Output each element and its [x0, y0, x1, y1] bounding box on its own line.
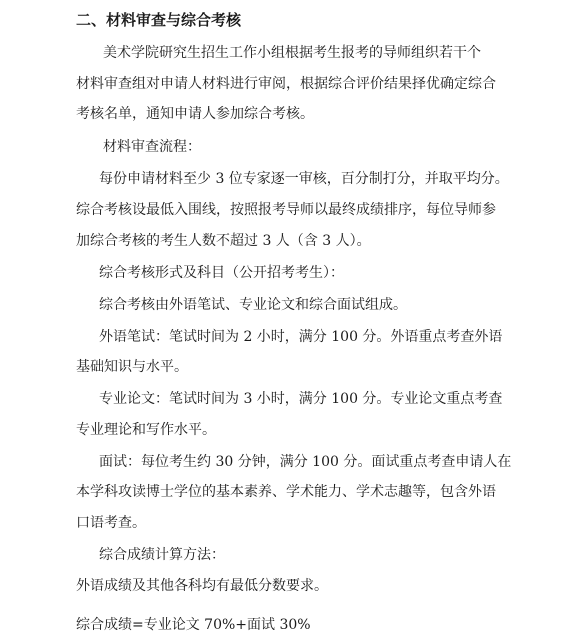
paragraph-line: 综合考核由外语笔试、专业论文和综合面试组成。 [99, 297, 407, 313]
paragraph-line: 每份申请材料至少 3 位专家逐一审核，百分制打分，并取平均分。 [99, 171, 509, 187]
paragraph-line: 材料审查组对申请人材料进行审阅，根据综合评价结果择优确定综合 [76, 76, 496, 92]
paragraph-line: 综合考核形式及科目（公开招考考生）： [99, 265, 344, 281]
paragraph-line: 外语成绩及其他各科均有最低分数要求。 [76, 578, 328, 594]
paragraph-line: 综合成绩计算方法： [99, 547, 225, 563]
paragraph-line: 口语考查。 [76, 515, 146, 531]
paragraph-line: 面试：每位考生约 30 分钟，满分 100 分。面试重点考查申请人在 [99, 454, 512, 470]
paragraph-line: 基础知识与水平。 [76, 359, 188, 375]
section-heading: 二、材料审查与综合考核 [76, 11, 242, 29]
paragraph-line: 综合成绩=专业论文 70%+面试 30% [76, 617, 311, 633]
paragraph-line: 考核名单，通知申请人参加综合考核。 [76, 106, 314, 122]
paragraph-line: 专业理论和写作水平。 [76, 422, 216, 438]
paragraph-line: 材料审查流程： [103, 139, 201, 155]
paragraph-line: 加综合考核的考生人数不超过 3 人（含 3 人）。 [76, 233, 371, 249]
paragraph-line: 综合考核设最低入围线，按照报考导师以最终成绩排序，每位导师参 [76, 202, 496, 218]
paragraph-line: 本学科攻读博士学位的基本素养、学术能力、学术志趣等，包含外语 [76, 484, 496, 500]
paragraph-line: 外语笔试：笔试时间为 2 小时，满分 100 分。外语重点考查外语 [99, 329, 503, 345]
paragraph-line: 专业论文：笔试时间为 3 小时，满分 100 分。专业论文重点考查 [99, 391, 503, 407]
paragraph-line: 美术学院研究生招生工作小组根据考生报考的导师组织若干个 [103, 45, 481, 61]
